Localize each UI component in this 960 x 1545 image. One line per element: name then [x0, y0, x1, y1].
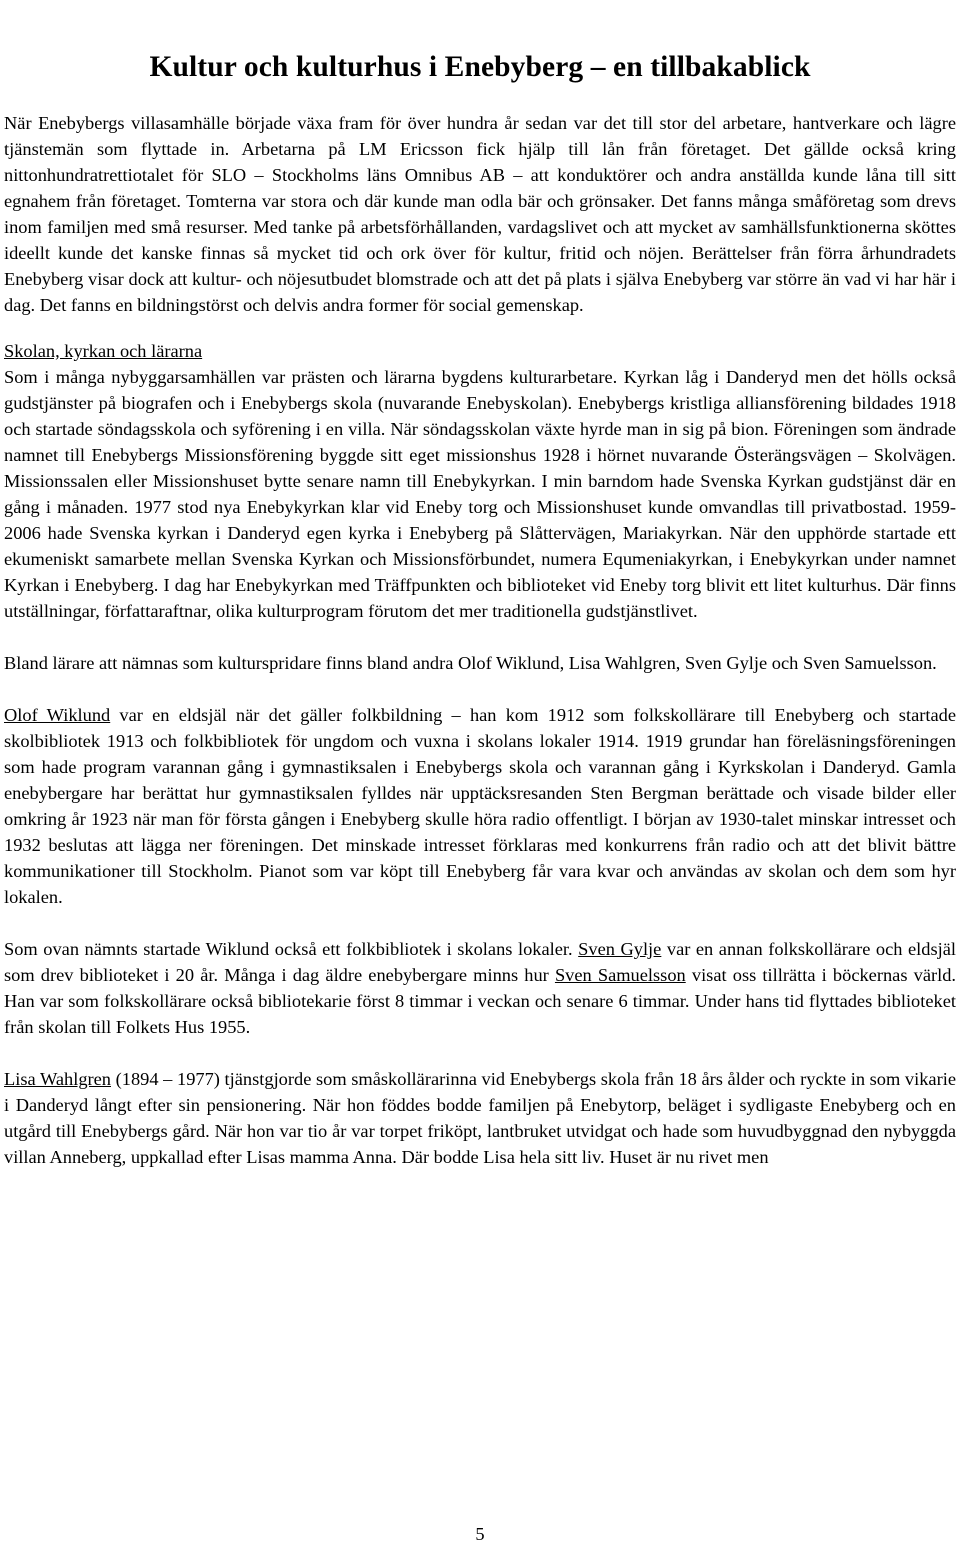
library-text-b: var en annan folkskollärare och eldsjäl som drev biblioteket i 20 år. Många i dag äldre enebybergare minns hur [4, 939, 956, 985]
library-text-c: visat oss tillrätta i böckernas värld. Han var som folkskollärare också bibliotekarie först 8 timmar i veckan och senare 6 timmar. Under hans tid flyttades biblioteket från skolan till Folkets Hus 1955. [4, 965, 957, 1037]
wiklund-text: var en eldsjäl när det gäller folkbildning – han kom 1912 som folkskollärare till Enebyberg och startade skolbibliotek 1913 och folkbibliotek för ungdom och vuxna i skolans lokaler 1914. 1919 grundar han föreläsningsföreningen som hade program varannan gång i gymnastiksalen i Enebybergs skola och varannan gång i Kyrkskolan i Danderyd. Gamla enebybergare har berättat hur gymnastiksalen fylldes när upptäcksresanden Sten Bergman berättade och visade bilder eller omkring år 1923 när man för första gången i Enebyberg skulle höra radio offentligt. I början av 1930-talet minskar intresset och 1932 beslutas att lägga ner föreningen. Det minskade intresset förklaras med konkurrens från radio och att det blivit bättre kommunikationer till Stockholm. Pianot som var köpt till Enebyberg får vara kvar och användas av skolan och dem som hyr lokalen. [4, 705, 956, 907]
library-text-a: Som ovan nämnts startade Wiklund också ett folkbibliotek i skolans lokaler. [4, 939, 579, 959]
library-paragraph [4, 936, 956, 1040]
church-paragraph: Som i många nybyggarsamhällen var prästen och lärarna bygdens kulturarbetare. Kyrkan låg i Danderyd men det hölls också gudstjänster på biografen och i Enebybergs skola (nuvarande Enebyskolan). Enebybergs kristliga alliansförening bildades 1918 och startade söndagsskola och syförening i en villa. När söndagsskolan växte hyrde man in sig på bion. Föreningen som ändrade namnet till Enebybergs Missionsförening byggde sitt eget missionshus 1928 i hörnet nuvarande Österängsvägen – Skolvägen. Missionssalen eller Missionshuset bytte senare namn till Enebykyrkan. I min barndom hade Svenska Kyrkan gudstjänst där en gång i månaden. 1977 stod nya Enebykyrkan klar vid Eneby torg och Missionshuset kunde omvandlas till privatbostad. 1959-2006 hade Svenska kyrkan i Danderyd egen kyrka i Enebyberg på Slåttervägen, Mariakyrkan. När den upphörde startade ett ekumeniskt samarbete mellan Svenska Kyrkan och Missionsförbundet, numera Equmeniakyrkan, i Enebykyrkan under namnet Kyrkan i Enebyberg. I dag har Enebykyrkan med Träffpunkten och biblioteket vid Eneby torg blivit ett litet kulturhus. Där finns utställningar, författaraftnar, olika kulturprogram förutom det mer traditionella gudstjänstlivet. [4, 367, 956, 621]
gylje-name: Sven Gylje [578, 939, 662, 959]
wiklund-name: Olof Wiklund [4, 705, 111, 725]
section-heading [4, 338, 956, 364]
document-page [4, 0, 956, 1170]
samuelsson-name: Sven Samuelsson [554, 965, 686, 985]
wiklund-paragraph [4, 702, 956, 910]
document-title: Kultur och kulturhus i Enebyberg – en tillbakablick [149, 51, 811, 83]
wahlgren-text: (1894 – 1977) tjänstgjorde som småskollärarinna vid Enebybergs skola från 18 års ålder och ryckte in som vikarie i Danderyd långt efter sin pensionering. När hon föddes bodde familjen på Enebytorp, beläget i sydligaste Enebyberg och en utgård till Enebybergs gård. När hon var tio år var torpet friköpt, lantbruket utvidgat och hade som huvudbyggnad den nybyggda villan Anneberg, uppkallad efter Lisas mamma Anna. Där bodde Lisa hela sitt liv. Huset är nu rivet men [4, 1069, 956, 1167]
intro-paragraph: När Enebybergs villasamhälle började växa fram för över hundra år sedan var det till stor del arbetare, hantverkare och lägre tjänstemän som flyttade in. Arbetarna på LM Ericsson fick hjälp till lån från företaget. Det gällde också kring nittonhundratrettiotalet för SLO – Stockholms läns Omnibus AB – att konduktörer och andra anställda kunde låna till sitt egnahem från företaget. Tomterna var stora och där kunde man odla bär och grönsaker. Det fanns många småföretag som drevs inom familjen med små resurser. Med tanke på arbetsförhållanden, vardagslivet och att mycket av samhällsfunktionerna sköttes ideellt kunde det kanske finnas så mycket tid och ork över för kultur, fritid och nöjen. Berättelser från förra århundradets Enebyberg visar dock att kultur- och nöjesutbudet blomstrade och att det på plats i själva Enebyberg var större än vad vi har här i dag. Det fanns en bildningstörst och delvis andra former för social gemenskap. [4, 113, 956, 315]
teachers-paragraph: Bland lärare att nämnas som kulturspridare finns bland andra Olof Wiklund, Lisa Wahlgren, Sven Gylje och Sven Samuelsson. [4, 653, 937, 673]
wahlgren-paragraph [4, 1066, 956, 1170]
page-number: 5 [475, 1524, 485, 1544]
section-heading-text: Skolan, kyrkan och lärarna [4, 341, 203, 361]
wahlgren-name: Lisa Wahlgren [4, 1069, 111, 1089]
